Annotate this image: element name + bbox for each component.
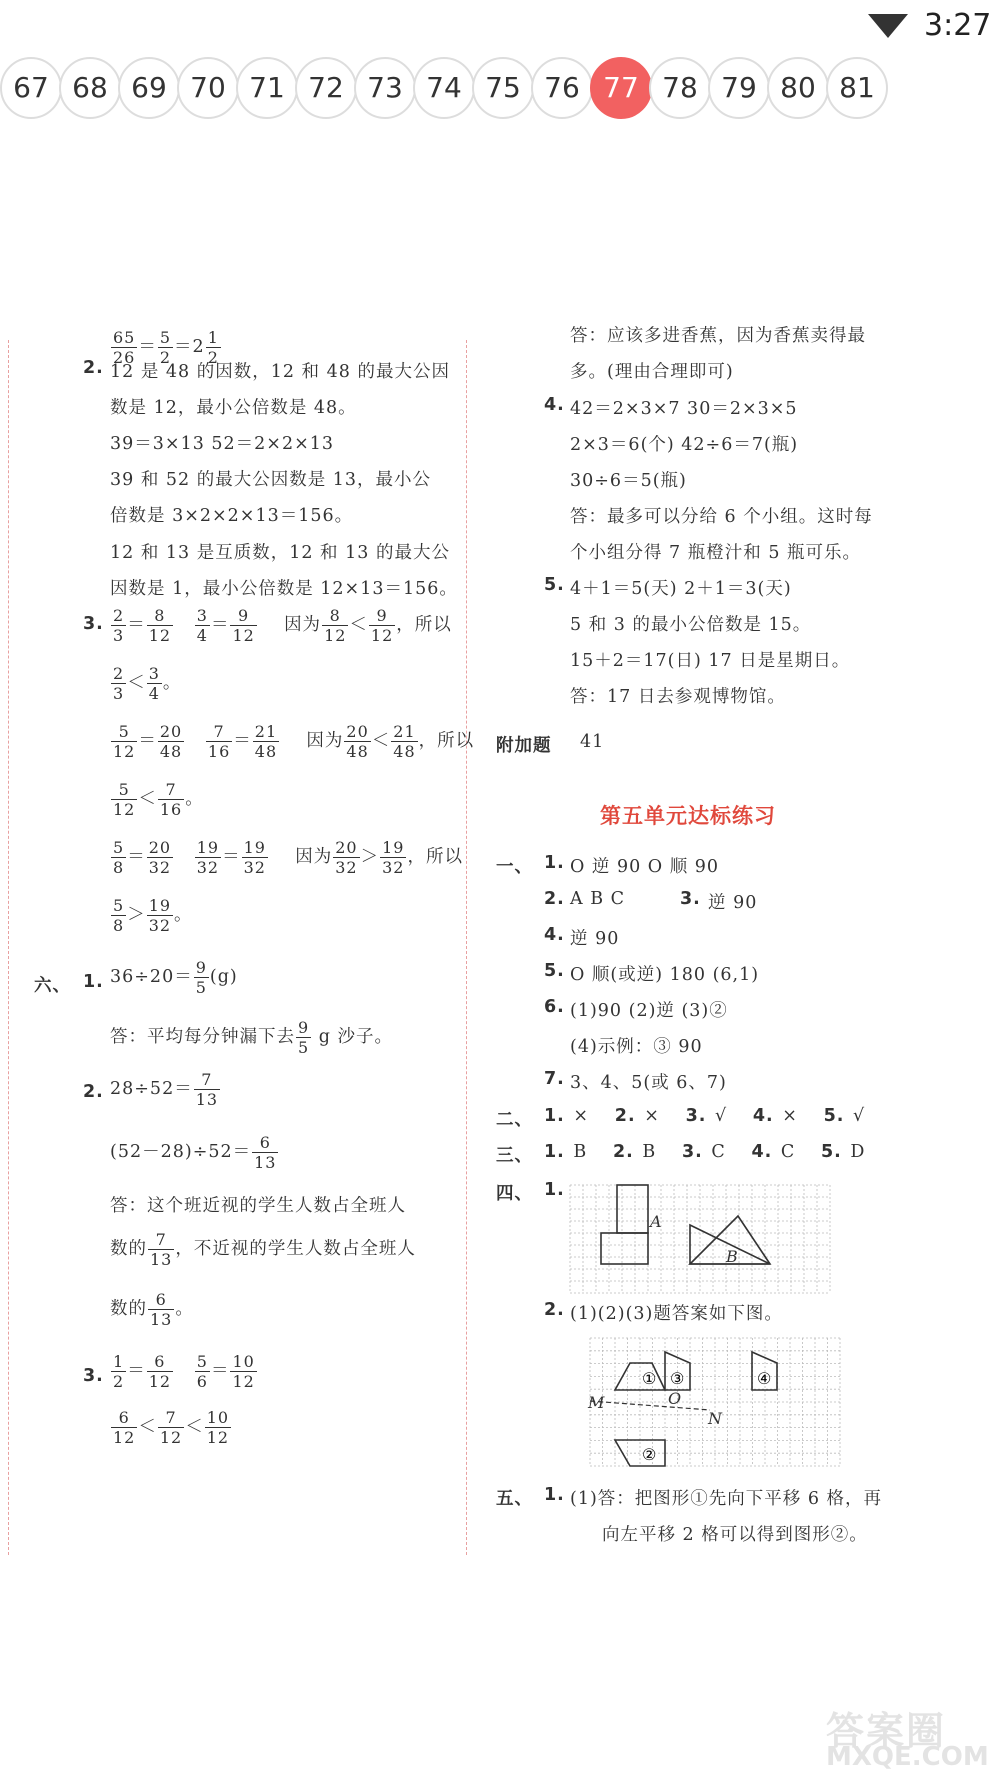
r-q5-line4: 答：17 日去参观博物馆。 bbox=[570, 687, 786, 707]
r-q4-number: 4. bbox=[544, 395, 565, 415]
section-six-label: 六、 bbox=[34, 976, 71, 996]
shape-2-label: ② bbox=[642, 1445, 657, 1464]
part-one-label: 一、 bbox=[496, 857, 533, 877]
six-q1-expr: 36÷20＝ $\frac{9}{5}$ (g) bbox=[110, 958, 238, 997]
r-q4-line3: 30÷6＝5(瓶) bbox=[570, 471, 687, 491]
q2-line5: 倍数是 3×2×2×13＝156。 bbox=[110, 506, 354, 526]
item-number: 4. bbox=[544, 925, 565, 945]
q3-row4: $\frac{5}{12}$ ＜ $\frac{7}{16}$ 。 bbox=[113, 780, 204, 819]
q2-line1: 12 是 48 的因数，12 和 48 的最大公因 bbox=[110, 362, 450, 382]
r-q4-line2: 2×3＝6(个) 42÷6＝7(瓶) bbox=[570, 435, 799, 455]
item-number: 6. bbox=[544, 997, 565, 1017]
six-q2-number: 2. bbox=[83, 1082, 104, 1102]
item-number: 7. bbox=[544, 1069, 565, 1089]
item-number: 1. bbox=[544, 1485, 565, 1505]
shape-4-label: ④ bbox=[757, 1369, 772, 1388]
page-button[interactable]: 79 bbox=[708, 57, 770, 119]
part-five-line1: (1)答：把图形①先向下平移 6 格，再 bbox=[570, 1489, 883, 1509]
item-number: 3. bbox=[680, 889, 701, 909]
watermark-url: MXQE.COM bbox=[826, 1742, 989, 1772]
six-q2-answer1: 答：这个班近视的学生人数占全班人 bbox=[110, 1196, 406, 1216]
part-two-label: 二、 bbox=[496, 1110, 533, 1130]
page-button[interactable]: 76 bbox=[531, 57, 593, 119]
status-bar bbox=[0, 0, 1000, 50]
grid-figure-2 bbox=[590, 1338, 840, 1466]
q2-line6: 12 和 13 是互质数，12 和 13 的最大公 bbox=[110, 543, 450, 563]
page-button[interactable]: 75 bbox=[472, 57, 534, 119]
watermark-logo: 答案圈 bbox=[826, 1709, 947, 1753]
part-one-line3: 逆 90 bbox=[570, 929, 620, 949]
part-one-line1: O 逆 90 O 顺 90 bbox=[570, 857, 720, 877]
extra-question-label: 附加题 bbox=[496, 736, 552, 756]
item-number: 1. bbox=[544, 853, 565, 873]
page-selector bbox=[0, 57, 1000, 123]
q3-row5: $\frac{5}{8}$ ＝ $\frac{20}{32}$ $\frac{19}{32}$ ＝ $\frac{19}{32}$ 因为 $\frac{20}{32}$ ＞ $\frac{19}{32}$ ，所以 bbox=[113, 838, 463, 877]
part-four-label: 四、 bbox=[496, 1184, 533, 1204]
page-button[interactable]: 70 bbox=[177, 57, 239, 119]
part-five-line2: 向左平移 2 格可以得到图形②。 bbox=[602, 1525, 868, 1545]
left-margin-line bbox=[8, 340, 9, 1555]
six-q3-number: 3. bbox=[83, 1366, 104, 1386]
page-button[interactable]: 78 bbox=[649, 57, 711, 119]
page-button[interactable]: 73 bbox=[354, 57, 416, 119]
item-number: 2. bbox=[544, 1300, 565, 1320]
six-q1-number: 1. bbox=[83, 972, 104, 992]
q2-line4: 39 和 52 的最大公因数是 13，最小公 bbox=[110, 470, 432, 490]
q2-line7: 因数是 1，最小公倍数是 12×13＝156。 bbox=[110, 579, 458, 599]
page-button[interactable]: 67 bbox=[0, 57, 62, 119]
item-number: 5. bbox=[544, 961, 565, 981]
part-two-answers: 1. × 2. × 3. √ 4. × 5. √ bbox=[544, 1106, 866, 1126]
q2-number: 2. bbox=[83, 358, 104, 378]
part-one-line4: O 顺(或逆) 180 (6,1) bbox=[570, 965, 760, 985]
status-time: 3:27 bbox=[924, 8, 992, 43]
r-answer-line1: 答：应该多进香蕉，因为香蕉卖得最 bbox=[570, 326, 866, 346]
part-one-line7: 3、4、5(或 6、7) bbox=[570, 1073, 727, 1093]
original-rectangle bbox=[601, 1233, 648, 1264]
point-label-n: N bbox=[708, 1409, 722, 1428]
r-q5-number: 5. bbox=[544, 575, 565, 595]
q3-row3: $\frac{5}{12}$ ＝ $\frac{20}{48}$ $\frac{7}{16}$ ＝ $\frac{21}{48}$ 因为 $\frac{20}{48}$ ＜ $\frac{21}{48}$ ，所以 bbox=[113, 722, 475, 761]
page-button[interactable]: 71 bbox=[236, 57, 298, 119]
six-q2-answer2: 数的 $\frac{7}{13}$ ，不近视的学生人数占全班人 bbox=[110, 1230, 416, 1269]
q3-row2: $\frac{2}{3}$ ＜ $\frac{3}{4}$ 。 bbox=[113, 664, 182, 703]
point-label-o: O bbox=[668, 1389, 682, 1408]
page-button[interactable]: 72 bbox=[295, 57, 357, 119]
r-q5-line2: 5 和 3 的最小公倍数是 15。 bbox=[570, 615, 812, 635]
point-label-b: B bbox=[726, 1247, 738, 1266]
part-three-label: 三、 bbox=[496, 1146, 533, 1166]
grid-lines bbox=[570, 1185, 830, 1293]
shape-1-label: ① bbox=[642, 1369, 657, 1388]
six-q3-row1: $\frac{1}{2}$ ＝ $\frac{6}{12}$ $\frac{5}{6}$ ＝ $\frac{10}{12}$ bbox=[113, 1352, 255, 1391]
q2-line3: 39＝3×13 52＝2×2×13 bbox=[110, 434, 335, 454]
page-button-active[interactable]: 77 bbox=[590, 57, 652, 119]
r-q4-line4: 答：最多可以分给 6 个小组。这时每 bbox=[570, 507, 873, 527]
page-button[interactable]: 74 bbox=[413, 57, 475, 119]
six-q2-answer3: 数的 $\frac{6}{13}$ 。 bbox=[110, 1290, 194, 1329]
page-button[interactable]: 80 bbox=[767, 57, 829, 119]
wifi-icon bbox=[868, 14, 908, 38]
grid-figure-1 bbox=[570, 1185, 830, 1293]
fraction-line: $\frac{65}{26}$ ＝ $\frac{5}{2}$ ＝2 $\frac{1}{2}$ bbox=[113, 328, 219, 367]
answer-page bbox=[0, 326, 1000, 1560]
point-label-a: A bbox=[650, 1212, 662, 1231]
q2-line2: 数是 12，最小公倍数是 48。 bbox=[110, 398, 357, 418]
r-q4-line5: 个小组分得 7 瓶橙汁和 5 瓶可乐。 bbox=[570, 543, 862, 563]
grid-lines bbox=[590, 1338, 840, 1466]
q3-row6: $\frac{5}{8}$ ＞ $\frac{19}{32}$ 。 bbox=[113, 896, 193, 935]
item-number: 1. bbox=[544, 1180, 565, 1200]
column-divider bbox=[466, 340, 467, 1555]
r-q5-line3: 15＋2＝17(日) 17 日是星期日。 bbox=[570, 651, 851, 671]
six-q1-answer: 答：平均每分钟漏下去 $\frac{9}{5}$ g 沙子。 bbox=[110, 1018, 394, 1057]
six-q2-expr2: (52－28)÷52＝ $\frac{6}{13}$ bbox=[110, 1133, 277, 1172]
six-q3-row2: $\frac{6}{12}$ ＜ $\frac{7}{12}$ ＜ $\frac{10}{12}$ bbox=[113, 1408, 230, 1447]
shape-3-label: ③ bbox=[670, 1369, 685, 1388]
r-q4-line1: 42＝2×3×7 30＝2×3×5 bbox=[570, 399, 798, 419]
page-button[interactable]: 69 bbox=[118, 57, 180, 119]
section-title: 第五单元达标练习 bbox=[600, 804, 776, 828]
item-number: 2. bbox=[544, 889, 565, 909]
q3-row1: $\frac{2}{3}$ ＝ $\frac{8}{12}$ $\frac{3}{4}$ ＝ $\frac{9}{12}$ 因为 $\frac{8}{12}$ ＜ $\frac{9}{12}$ ，所以 bbox=[113, 606, 452, 645]
part-one-line6: (4)示例：③ 90 bbox=[570, 1037, 703, 1057]
point-label-m: M bbox=[588, 1393, 605, 1412]
part-five-label: 五、 bbox=[496, 1489, 533, 1509]
part-one-line5: (1)90 (2)逆 (3)② bbox=[570, 1001, 728, 1021]
part-three-answers: 1. B 2. B 3. C 4. C 5. D bbox=[544, 1142, 866, 1162]
part-one-line2b: 逆 90 bbox=[708, 893, 758, 913]
page-button[interactable]: 68 bbox=[59, 57, 121, 119]
part-four-q2-text: (1)(2)(3)题答案如下图。 bbox=[570, 1304, 783, 1324]
extra-question-answer: 41 bbox=[580, 732, 605, 752]
q3-number: 3. bbox=[83, 614, 104, 634]
r-answer-line2: 多。(理由合理即可) bbox=[570, 362, 734, 382]
part-one-line2: A B C bbox=[570, 889, 626, 909]
page-button[interactable]: 81 bbox=[826, 57, 888, 119]
six-q2-expr1: 28÷52＝ $\frac{7}{13}$ bbox=[110, 1070, 219, 1109]
r-q5-line1: 4＋1＝5(天) 2＋1＝3(天) bbox=[570, 579, 792, 599]
